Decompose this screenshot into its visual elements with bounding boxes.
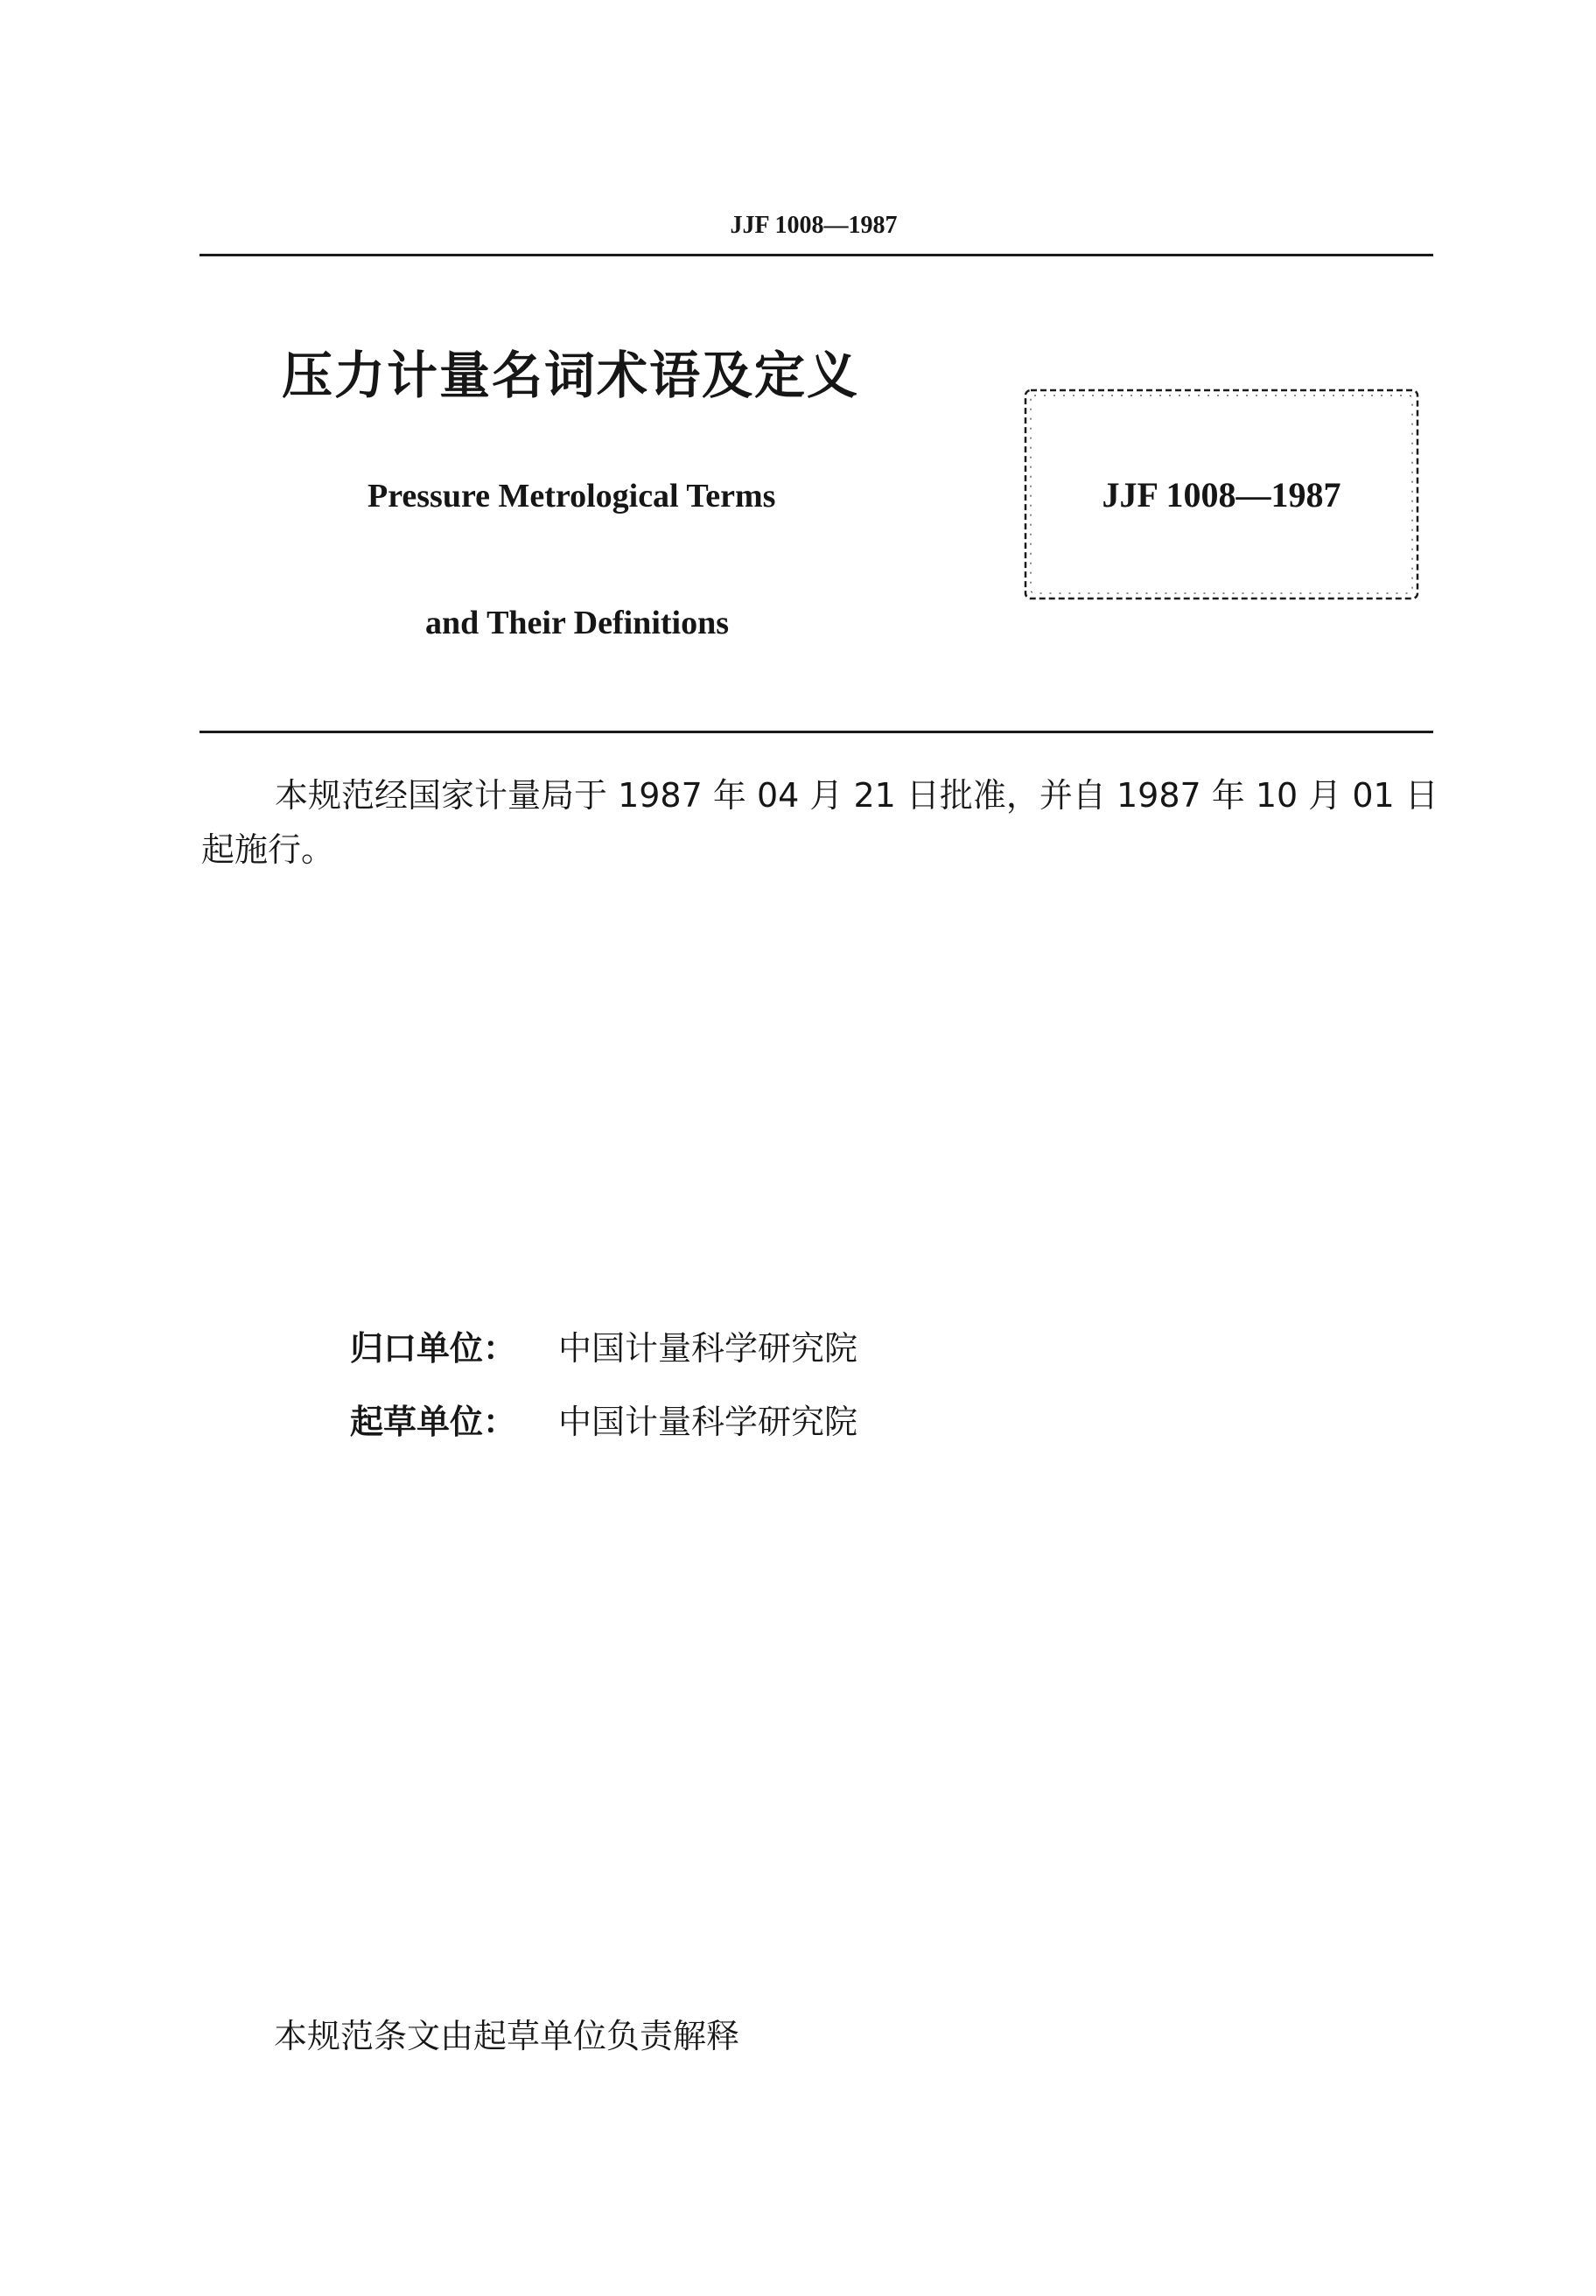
standard-code-box-text: JJF 1008—1987 — [1102, 475, 1341, 514]
title-rule — [200, 731, 1433, 733]
title-english-line2: and Their Definitions — [425, 605, 730, 641]
drafting-unit-value: 中国计量科学研究院 — [558, 1403, 858, 1441]
approval-text: 本规范经国家计量局于 1987 年 04 月 21 日批准，并自 1987 年 10 月 01 日起施行。 — [201, 776, 1438, 869]
organizations — [350, 1321, 858, 1468]
standard-code-box — [1020, 385, 1423, 604]
title-english-line1: Pressure Metrological Terms — [368, 478, 776, 514]
title-chinese: 压力计量名词术语及定义 — [282, 346, 860, 405]
approval-statement — [201, 768, 1444, 877]
interpretation-note: 本规范条文由起草单位负责解释 — [274, 2017, 740, 2055]
responsible-unit-row — [350, 1321, 858, 1395]
header-standard-code: JJF 1008—1987 — [730, 212, 898, 239]
responsible-unit-label: 归口单位： — [350, 1329, 517, 1368]
header-rule — [200, 254, 1433, 256]
responsible-unit-value: 中国计量科学研究院 — [558, 1329, 858, 1368]
drafting-unit-label: 起草单位： — [350, 1403, 517, 1441]
drafting-unit-row — [350, 1395, 858, 1468]
